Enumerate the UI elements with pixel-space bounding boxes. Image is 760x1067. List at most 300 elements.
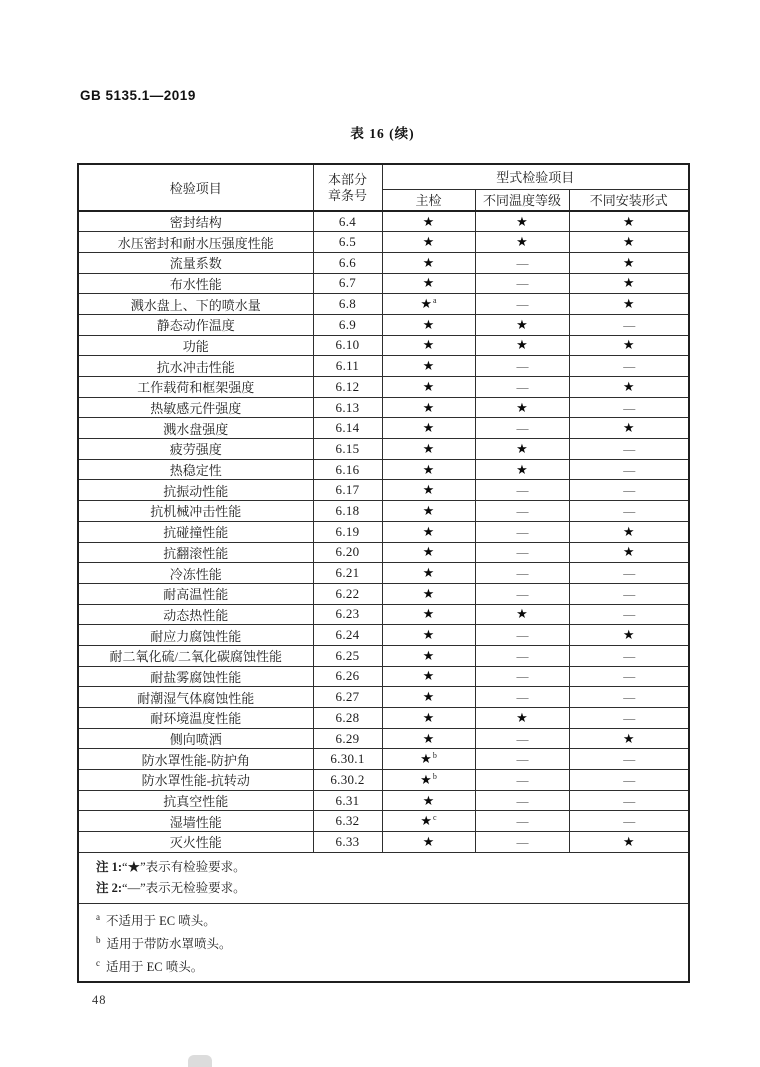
dash-mark: —	[516, 752, 528, 767]
cell-inspection-item: 布水性能	[78, 273, 313, 294]
cell-inspection-item: 耐高温性能	[78, 583, 313, 604]
cell-clause-number: 6.21	[313, 563, 382, 584]
footnote-b-text: 适用于带防水罩喷头。	[106, 937, 232, 952]
cell-clause-number: 6.28	[313, 708, 382, 729]
table-row	[78, 273, 689, 294]
header-clause-line1: 本部分	[327, 171, 367, 187]
cell-temp	[475, 666, 569, 687]
star-mark: ★	[422, 502, 435, 518]
cell-main	[382, 521, 475, 542]
standard-number: GB 5135.1—2019	[80, 88, 196, 103]
star-mark: ★	[422, 420, 435, 436]
star-mark: ★$^b$	[420, 771, 437, 787]
star-mark: ★	[422, 668, 435, 684]
footnote-b-marker: b	[96, 934, 101, 945]
star-mark: ★	[622, 523, 635, 539]
star-mark: ★$^b$	[420, 750, 437, 767]
cell-install	[569, 480, 689, 501]
cell-inspection-item: 水压密封和耐水压强度性能	[78, 232, 313, 253]
dash-mark: —	[623, 710, 635, 725]
cell-temp	[475, 480, 569, 501]
cell-install	[569, 397, 689, 418]
header-row-group	[78, 164, 689, 189]
star-mark: ★	[622, 337, 635, 353]
star-mark: ★	[422, 234, 435, 250]
cell-inspection-item: 耐盐雾腐蚀性能	[78, 666, 313, 687]
cell-temp	[475, 273, 569, 294]
star-mark: ★	[516, 461, 528, 477]
star-mark: ★	[622, 544, 635, 560]
cell-clause-number: 6.24	[313, 625, 382, 646]
cell-clause-number: 6.31	[313, 790, 382, 811]
cell-temp	[475, 397, 569, 418]
dash-mark: —	[623, 772, 635, 787]
star-mark: ★	[422, 606, 435, 622]
note-2-label: 注 2:	[96, 880, 123, 895]
cell-clause-number: 6.11	[313, 356, 382, 377]
cell-inspection-item: 热敏感元件强度	[78, 397, 313, 418]
dash-mark: —	[516, 255, 528, 270]
dash-mark: —	[623, 648, 635, 663]
header-type-inspection-group: 型式检验项目	[382, 164, 689, 189]
dash-mark: —	[623, 586, 635, 601]
cell-main	[382, 790, 475, 811]
cell-inspection-item: 抗机械冲击性能	[78, 501, 313, 522]
cell-install	[569, 687, 689, 708]
cell-clause-number: 6.10	[313, 335, 382, 356]
cell-inspection-item: 抗振动性能	[78, 480, 313, 501]
dash-mark: —	[516, 669, 528, 684]
cell-install	[569, 666, 689, 687]
cell-inspection-item: 溅水盘上、下的喷水量	[78, 294, 313, 315]
dash-mark: —	[516, 772, 528, 787]
dash-mark: —	[623, 793, 635, 808]
dash-mark: —	[623, 814, 635, 829]
star-mark: ★	[422, 647, 435, 663]
cell-main	[382, 645, 475, 666]
dash-mark: —	[623, 607, 635, 622]
cell-temp	[475, 563, 569, 584]
star-mark: ★	[422, 337, 435, 353]
dash-mark: —	[623, 317, 635, 332]
table-row	[78, 480, 689, 501]
star-mark: ★	[422, 275, 435, 291]
dash-mark: —	[516, 566, 528, 581]
cell-inspection-item: 防水罩性能-防护角	[78, 749, 313, 770]
star-mark: ★	[422, 440, 435, 456]
star-mark: ★	[622, 833, 635, 849]
cell-inspection-item: 抗翻滚性能	[78, 542, 313, 563]
table-row	[78, 459, 689, 480]
header-temperature-grade: 不同温度等级	[475, 189, 569, 211]
cell-install	[569, 645, 689, 666]
dash-mark: —	[516, 545, 528, 560]
cell-install	[569, 501, 689, 522]
dash-mark: —	[516, 628, 528, 643]
cell-install	[569, 811, 689, 832]
cell-main	[382, 832, 475, 853]
star-mark: ★	[516, 399, 528, 415]
star-mark: ★	[422, 213, 435, 229]
cell-clause-number: 6.8	[313, 294, 382, 315]
cell-clause-number: 6.4	[313, 211, 382, 232]
star-mark: ★	[422, 709, 435, 725]
dash-mark: —	[516, 648, 528, 663]
footnote-b	[96, 931, 678, 954]
cell-main	[382, 377, 475, 398]
cell-install	[569, 583, 689, 604]
star-mark: ★$^c$	[420, 812, 437, 829]
cell-install	[569, 708, 689, 729]
dash-mark: —	[516, 421, 528, 436]
cell-inspection-item: 耐潮湿气体腐蚀性能	[78, 687, 313, 708]
star-mark: ★	[622, 234, 635, 250]
cell-inspection-item: 工作载荷和框架强度	[78, 377, 313, 398]
page-number: 48	[92, 993, 107, 1007]
notes-row	[78, 852, 689, 903]
header-clause-number	[313, 164, 382, 211]
cell-main	[382, 397, 475, 418]
cell-clause-number: 6.12	[313, 377, 382, 398]
cell-clause-number: 6.22	[313, 583, 382, 604]
cell-temp	[475, 790, 569, 811]
star-mark: ★	[622, 627, 635, 643]
star-mark: ★	[422, 254, 435, 270]
cell-install	[569, 749, 689, 770]
table-row	[78, 728, 689, 749]
star-mark: ★	[422, 544, 435, 560]
cell-main	[382, 252, 475, 273]
star-mark: ★	[622, 420, 635, 436]
cell-install	[569, 377, 689, 398]
cell-inspection-item: 灭火性能	[78, 832, 313, 853]
cell-temp	[475, 377, 569, 398]
table-title: 表 16 (续)	[350, 126, 415, 141]
cell-clause-number: 6.14	[313, 418, 382, 439]
table-body	[78, 211, 689, 852]
cell-temp	[475, 604, 569, 625]
table-row	[78, 294, 689, 315]
cell-main	[382, 770, 475, 791]
cell-inspection-item: 耐二氧化硫/二氧化碳腐蚀性能	[78, 645, 313, 666]
cell-temp	[475, 501, 569, 522]
cell-inspection-item: 密封结构	[78, 211, 313, 232]
cell-inspection-item: 热稳定性	[78, 459, 313, 480]
cell-clause-number: 6.20	[313, 542, 382, 563]
cell-main	[382, 687, 475, 708]
star-mark: ★$^a$	[420, 295, 437, 312]
dash-mark: —	[623, 462, 635, 477]
star-mark: ★	[422, 792, 435, 808]
cell-install	[569, 790, 689, 811]
dash-mark: —	[516, 814, 528, 829]
cell-install	[569, 273, 689, 294]
star-mark: ★	[622, 213, 635, 229]
dash-mark: —	[516, 524, 528, 539]
star-mark: ★	[422, 461, 435, 477]
star-mark: ★	[622, 378, 635, 394]
table-row	[78, 335, 689, 356]
star-mark: ★	[422, 399, 435, 415]
cell-main	[382, 356, 475, 377]
dash-mark: —	[516, 793, 528, 808]
cell-install	[569, 728, 689, 749]
cell-temp	[475, 252, 569, 273]
cell-clause-number: 6.7	[313, 273, 382, 294]
star-mark: ★	[422, 833, 435, 849]
table-row	[78, 604, 689, 625]
cell-temp	[475, 335, 569, 356]
dash-mark: —	[623, 400, 635, 415]
footnote-c-marker: c	[96, 958, 100, 969]
cell-inspection-item: 功能	[78, 335, 313, 356]
cell-clause-number: 6.30.2	[313, 770, 382, 791]
cell-temp	[475, 211, 569, 232]
dash-mark: —	[623, 690, 635, 705]
star-mark: ★	[422, 482, 435, 498]
cell-install	[569, 521, 689, 542]
cell-main	[382, 666, 475, 687]
cell-main	[382, 749, 475, 770]
cell-inspection-item: 抗碰撞性能	[78, 521, 313, 542]
cell-temp	[475, 583, 569, 604]
table-row	[78, 666, 689, 687]
cell-install	[569, 356, 689, 377]
cell-inspection-item: 疲劳强度	[78, 439, 313, 460]
cell-install	[569, 542, 689, 563]
footnotes-cell	[78, 903, 689, 982]
note-2	[96, 878, 678, 899]
cell-temp	[475, 356, 569, 377]
cell-install	[569, 252, 689, 273]
star-mark: ★	[622, 275, 635, 291]
cell-temp	[475, 832, 569, 853]
cell-inspection-item: 耐应力腐蚀性能	[78, 625, 313, 646]
star-mark: ★	[422, 358, 435, 374]
cell-main	[382, 728, 475, 749]
notes-cell	[78, 852, 689, 903]
cell-inspection-item: 冷冻性能	[78, 563, 313, 584]
cell-install	[569, 563, 689, 584]
cell-clause-number: 6.25	[313, 645, 382, 666]
cell-install	[569, 604, 689, 625]
cell-main	[382, 439, 475, 460]
header-clause-line2: 章条号	[327, 187, 367, 203]
cell-install	[569, 418, 689, 439]
star-mark: ★	[516, 709, 528, 725]
cell-clause-number: 6.15	[313, 439, 382, 460]
cell-clause-number: 6.6	[313, 252, 382, 273]
star-mark: ★	[422, 378, 435, 394]
note-2-text: “—”表示无检验要求。	[122, 880, 246, 895]
cell-main	[382, 625, 475, 646]
table-row	[78, 501, 689, 522]
cell-clause-number: 6.26	[313, 666, 382, 687]
cell-inspection-item: 防水罩性能-抗转动	[78, 770, 313, 791]
dash-mark: —	[516, 297, 528, 312]
cell-temp	[475, 645, 569, 666]
cell-inspection-item: 动态热性能	[78, 604, 313, 625]
dash-mark: —	[623, 503, 635, 518]
star-mark: ★	[422, 689, 435, 705]
table-row	[78, 563, 689, 584]
cell-install	[569, 232, 689, 253]
cell-clause-number: 6.18	[313, 501, 382, 522]
cell-main	[382, 418, 475, 439]
cell-install	[569, 294, 689, 315]
cell-main	[382, 563, 475, 584]
star-mark: ★	[422, 627, 435, 643]
cell-clause-number: 6.5	[313, 232, 382, 253]
cell-main	[382, 542, 475, 563]
table-row	[78, 645, 689, 666]
cell-clause-number: 6.30.1	[313, 749, 382, 770]
star-mark: ★	[422, 565, 435, 581]
cell-temp	[475, 687, 569, 708]
star-mark: ★	[516, 234, 528, 250]
cell-main	[382, 811, 475, 832]
cell-clause-number: 6.27	[313, 687, 382, 708]
cell-temp	[475, 418, 569, 439]
cell-main	[382, 335, 475, 356]
star-mark: ★	[422, 316, 435, 332]
table-row	[78, 397, 689, 418]
cell-clause-number: 6.19	[313, 521, 382, 542]
star-mark: ★	[422, 585, 435, 601]
cell-main	[382, 273, 475, 294]
cell-main	[382, 459, 475, 480]
inspection-items-table	[77, 163, 690, 983]
cell-inspection-item: 侧向喷洒	[78, 728, 313, 749]
cell-inspection-item: 抗水冲击性能	[78, 356, 313, 377]
table-row	[78, 790, 689, 811]
cell-inspection-item: 湿墙性能	[78, 811, 313, 832]
cell-clause-number: 6.13	[313, 397, 382, 418]
cell-main	[382, 604, 475, 625]
table-row	[78, 770, 689, 791]
dash-mark: —	[623, 359, 635, 374]
dash-mark: —	[623, 483, 635, 498]
cell-temp	[475, 232, 569, 253]
cell-temp	[475, 294, 569, 315]
cell-install	[569, 832, 689, 853]
table-row	[78, 314, 689, 335]
cell-main	[382, 583, 475, 604]
header-main-inspection: 主检	[382, 189, 475, 211]
footnote-c-text: 适用于 EC 喷头。	[106, 960, 204, 975]
table-row	[78, 749, 689, 770]
dash-mark: —	[516, 276, 528, 291]
cell-install	[569, 314, 689, 335]
table-row	[78, 377, 689, 398]
cell-temp	[475, 728, 569, 749]
cell-clause-number: 6.9	[313, 314, 382, 335]
cell-clause-number: 6.17	[313, 480, 382, 501]
table-row	[78, 521, 689, 542]
cell-main	[382, 211, 475, 232]
footnote-c	[96, 954, 678, 977]
cell-inspection-item: 静态动作温度	[78, 314, 313, 335]
cell-temp	[475, 625, 569, 646]
table-row	[78, 211, 689, 232]
dash-mark: —	[516, 690, 528, 705]
star-mark: ★	[516, 440, 528, 456]
star-mark: ★	[622, 296, 635, 312]
cell-install	[569, 335, 689, 356]
dash-mark: —	[516, 586, 528, 601]
cell-temp	[475, 314, 569, 335]
table-row	[78, 832, 689, 853]
header-inspection-item: 检验项目	[78, 164, 313, 211]
dash-mark: —	[623, 669, 635, 684]
star-mark: ★	[516, 606, 528, 622]
star-mark: ★	[516, 337, 528, 353]
star-mark: ★	[516, 213, 528, 229]
cell-clause-number: 6.23	[313, 604, 382, 625]
table-row	[78, 811, 689, 832]
dash-mark: —	[623, 441, 635, 456]
cell-install	[569, 211, 689, 232]
table-row	[78, 439, 689, 460]
star-mark: ★	[422, 730, 435, 746]
table-row	[78, 232, 689, 253]
dash-mark: —	[516, 731, 528, 746]
cell-temp	[475, 459, 569, 480]
star-mark: ★	[622, 254, 635, 270]
cell-temp	[475, 770, 569, 791]
cell-main	[382, 314, 475, 335]
star-mark: ★	[422, 523, 435, 539]
cell-temp	[475, 708, 569, 729]
dash-mark: —	[623, 566, 635, 581]
table-row	[78, 687, 689, 708]
cell-temp	[475, 542, 569, 563]
cell-main	[382, 501, 475, 522]
cell-clause-number: 6.16	[313, 459, 382, 480]
footnotes-row	[78, 903, 689, 982]
dash-mark: —	[516, 483, 528, 498]
star-mark: ★	[516, 316, 528, 332]
footnote-a-text: 不适用于 EC 喷头。	[106, 913, 216, 928]
table-row	[78, 625, 689, 646]
cell-install	[569, 625, 689, 646]
table-row	[78, 583, 689, 604]
cell-main	[382, 294, 475, 315]
table-row	[78, 356, 689, 377]
cell-clause-number: 6.29	[313, 728, 382, 749]
cell-inspection-item: 抗真空性能	[78, 790, 313, 811]
cell-clause-number: 6.32	[313, 811, 382, 832]
table-row	[78, 542, 689, 563]
star-mark: ★	[622, 730, 635, 746]
dash-mark: —	[623, 752, 635, 767]
cell-temp	[475, 521, 569, 542]
note-1-text: “★”表示有检验要求。	[122, 859, 246, 874]
header-installation-form: 不同安装形式	[569, 189, 689, 211]
dash-mark: —	[516, 359, 528, 374]
note-1	[96, 857, 678, 878]
cell-install	[569, 439, 689, 460]
dash-mark: —	[516, 834, 528, 849]
cell-temp	[475, 749, 569, 770]
cell-inspection-item: 耐环境温度性能	[78, 708, 313, 729]
dash-mark: —	[516, 503, 528, 518]
cell-main	[382, 232, 475, 253]
cell-main	[382, 480, 475, 501]
scan-artifact-blob	[188, 1055, 212, 1067]
cell-temp	[475, 811, 569, 832]
footnote-a-marker: a	[96, 911, 100, 922]
